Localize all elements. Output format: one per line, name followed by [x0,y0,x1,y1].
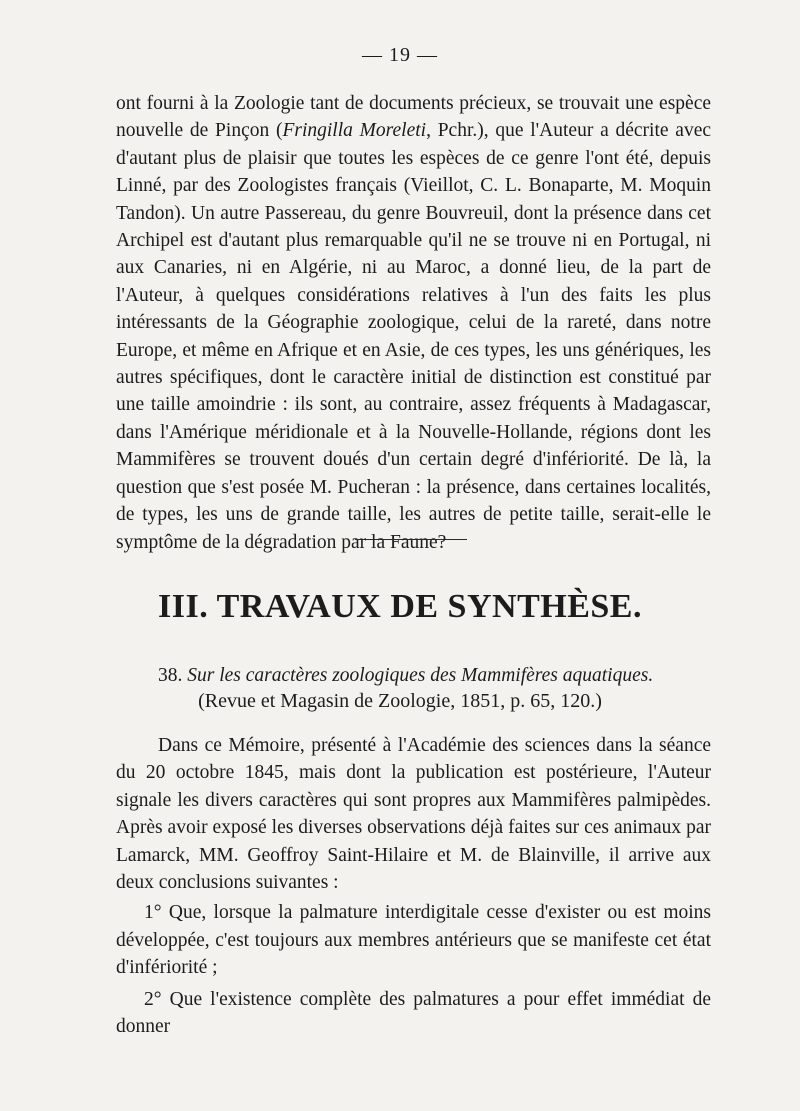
conclusion-1: 1° Que, lorsque la palmature interdigitale cesse d'exister ou est moins développée, c'est toujours aux membres antérieurs que se manifeste cet état d'infériorité ; [116,902,711,979]
body-paragraph: Dans ce Mémoire, présenté à l'Académie des sciences dans la séance du 20 octobre 1845, mais dont la publication est postérieure, l'Auteur signale les divers caractères qui sont propres aux Mammifères palmipèdes. Après avoir exposé les diverses observations déjà faites sur ces animaux par Lamarck, MM. Geoffroy Saint-Hilaire et M. de Blainville, il arrive aux deux conclusions suivantes : [116,735,711,894]
species-name: Fringilla Moreleti [282,120,427,142]
entry-source: (Revue et Magasin de Zoologie, 1851, p. 65, 120.) [198,690,602,712]
entry-title-text: Sur les caractères zoologiques des Mammifères aquatiques. [187,665,654,686]
page-number: — 19 — [362,44,438,66]
intro-paragraph [116,90,711,556]
section-divider [355,539,467,540]
intro-paragraph-block [116,90,711,556]
intro-text-start: ont fourni à la Zoologie tant de documents précieux, se trouvait une espèce nouvelle de Pinçon ( [116,93,711,142]
conclusion-2: 2° Que l'existence complète des palmatures a pour effet immédiat de donner [116,988,711,1038]
intro-text-end: , Pchr.), que l'Auteur a décrite avec d'autant plus de plaisir que toutes les espèces de ce genre l'ont été, depuis Linné, par des Zoologistes français (Vieillot, C. L. Bonaparte, M. Moquin Tandon). Un autre Passereau, du genre Bouvreuil, dont la présence dans cet Archipel est d'autant plus remarquable qu'il ne se trouve ni en Portugal, ni aux Canaries, ni en Algérie, ni au Maroc, a donné lieu, de la part de l'Auteur, à quelques considérations relatives à l'un des faits les plus intéressants de la Géographie zoologique, celui de la rareté, dans notre Europe, et même en Afrique et en Asie, de ces types, les uns génériques, les autres spécifiques, dont le caractère initial de distinction est constitué par une taille amoindrie : ils sont, au contraire, assez fréquents à Madagascar, dans l'Amérique méridionale et à la Nouvelle-Hollande, régions dont les Mammifères se trouvent doués d'un certain degré d'infériorité. De là, la question que s'est posée M. Pucheran : la présence, dans certaines localités, de types, les uns de grande taille, les autres de petite taille, serait-elle le symptôme de la dégradation par la Faune? [116,120,711,553]
entry-number: 38. [158,665,183,686]
body-block [116,732,711,1040]
entry-title [116,662,711,689]
section-heading: III. TRAVAUX DE SYNTHÈSE. [158,588,642,625]
